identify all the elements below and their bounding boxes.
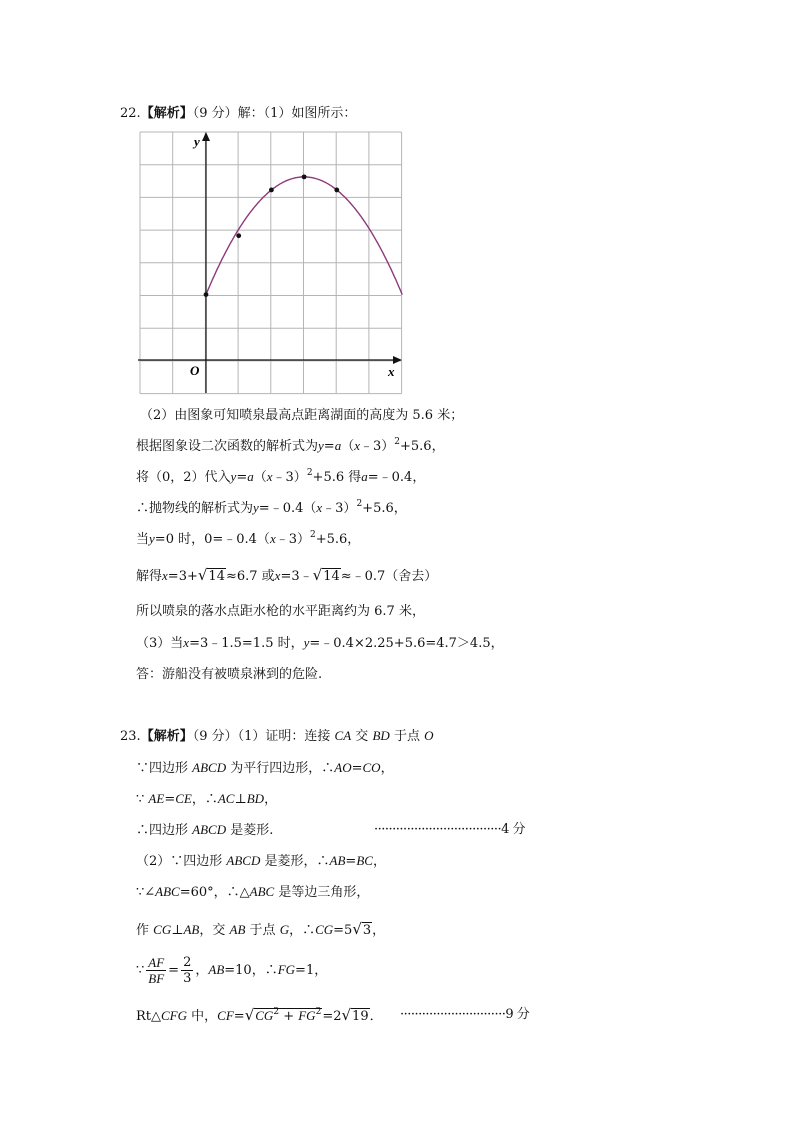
t: =3﹣: [280, 569, 313, 584]
t: ，: [380, 761, 394, 776]
q22-p2-line2: [136, 437, 445, 457]
t: （: [341, 439, 355, 454]
y-axis-label: y: [194, 134, 200, 149]
numerator: 2: [183, 955, 192, 970]
t: ∵: [136, 963, 145, 978]
seg: CG: [153, 922, 172, 937]
q22-p2-line7: 所以喷泉的落水点距水枪的水平距离约为 6.7 米，: [136, 604, 425, 619]
x-axis-arrow: [393, 356, 402, 364]
q23-number: 23.: [120, 729, 141, 744]
origin-label: O: [190, 363, 200, 378]
exp: 2: [394, 437, 401, 447]
t: ﹣3）: [272, 470, 307, 485]
t: 于点: [249, 923, 276, 938]
seg: BC: [356, 853, 373, 868]
t: ∵: [136, 792, 145, 807]
point: O: [424, 728, 434, 743]
x-axis-label: x: [388, 364, 395, 379]
q23-score-9: ·····························9 分: [400, 1007, 530, 1022]
t: =2: [322, 1009, 342, 1024]
sqrt-14: √14: [197, 566, 225, 584]
seg: AB: [229, 922, 246, 937]
var-a: a: [247, 469, 254, 484]
t: ，交: [199, 923, 226, 938]
t: =3﹣1.5=1.5 时，: [189, 636, 304, 651]
y-axis-arrow: [202, 132, 210, 141]
t: （1）证明：连接: [237, 729, 331, 744]
t: 根据图象设二次函数的解析式为: [136, 439, 319, 454]
exp: 2: [315, 1007, 322, 1017]
var-x: x: [269, 531, 276, 546]
t: =5: [333, 923, 353, 938]
parabola-curve: [206, 177, 402, 295]
q22-p3-line1: [136, 634, 504, 653]
curve-point: [269, 188, 274, 193]
t: 是菱形，∴: [264, 854, 330, 869]
q23-header: [120, 727, 433, 746]
q22-p2-line3: [136, 468, 425, 488]
seg: FG: [298, 1008, 316, 1023]
exp: 2: [306, 468, 313, 478]
q23-line6: [136, 883, 369, 902]
var-y: y: [230, 469, 237, 484]
t: 交: [355, 729, 369, 744]
denominator: 3: [183, 971, 192, 986]
angle: ABC: [155, 884, 180, 899]
t: =﹣0.4（: [258, 501, 317, 516]
t: ．: [369, 1009, 383, 1024]
triangle: ABC: [249, 884, 275, 899]
seg: AC: [217, 791, 235, 806]
var-a: a: [334, 438, 342, 453]
t: ⊥: [171, 923, 184, 938]
t: （2）∵四边形: [136, 854, 223, 869]
q22-parabola-graph: [130, 128, 430, 398]
numerator: AF: [148, 955, 165, 970]
var-a: a: [361, 469, 368, 484]
t: ∵四边形: [136, 761, 189, 776]
t: ，: [372, 923, 386, 938]
triangle: CFG: [161, 1008, 188, 1023]
seg: FG: [277, 962, 296, 977]
t: +5.6，: [400, 439, 445, 454]
t: ，: [264, 792, 278, 807]
grid: [140, 132, 402, 394]
shape: ABCD: [192, 822, 227, 837]
t: =: [168, 963, 180, 978]
t: =: [164, 792, 176, 807]
t: 于点: [393, 729, 420, 744]
seg: CO: [362, 760, 381, 775]
t: ，∴: [289, 923, 316, 938]
exp: 2: [310, 530, 316, 540]
t: =: [345, 854, 357, 869]
t: 中，: [191, 1009, 218, 1024]
t: ﹣3）: [360, 439, 395, 454]
t: （3）当: [136, 636, 184, 651]
seg: CE: [175, 791, 192, 806]
t: =: [323, 439, 335, 454]
seg: CA: [334, 728, 352, 743]
var-y: y: [303, 635, 310, 650]
t: ∴抛物线的解析式为: [136, 501, 254, 516]
t: 是菱形.: [230, 823, 274, 838]
t: =10，∴: [224, 963, 278, 978]
t: =1，: [295, 963, 328, 978]
q23-line2: [136, 759, 394, 778]
var-y: y: [149, 531, 155, 546]
q23-line4: [136, 821, 273, 840]
sqrt-3: √3: [352, 920, 372, 938]
seg: BD: [372, 728, 390, 743]
t: =: [351, 761, 363, 776]
q22-intro: 解：（1）如图所示：: [237, 106, 357, 121]
sqrt-19: √19: [341, 1006, 369, 1024]
q23-tag: 【解析】: [140, 729, 193, 744]
var-y: y: [318, 438, 324, 453]
t: ≈﹣0.7（舍去）: [340, 569, 438, 584]
q22-p2-line5: [136, 530, 360, 550]
t: ∴四边形: [136, 823, 189, 838]
t: ⊥: [234, 792, 247, 807]
t: ，: [195, 963, 209, 978]
t: ，: [372, 854, 386, 869]
var-x: x: [183, 635, 190, 650]
var-x: x: [274, 568, 281, 583]
q23-line3: [136, 790, 277, 809]
seg: CG: [315, 922, 334, 937]
q23-points: （9 分）: [192, 729, 238, 744]
t: ，∴: [191, 792, 218, 807]
seg: AE: [148, 791, 165, 806]
t: +5.6，: [315, 532, 361, 547]
exp: 2: [273, 1007, 280, 1017]
t: 当: [136, 532, 150, 547]
fraction-2-3: [181, 955, 193, 986]
point: G: [279, 922, 290, 937]
q23-line7: [136, 920, 385, 940]
t: =: [236, 470, 248, 485]
seg: AO: [334, 760, 352, 775]
t: 为平行四边形，∴: [230, 761, 335, 776]
t: 将（0，2）代入: [136, 470, 231, 485]
t: 解得: [136, 569, 163, 584]
t: ≈6.7 或: [225, 569, 275, 584]
radicand: 14: [208, 569, 225, 584]
q22-points: （9 分）: [192, 106, 238, 121]
curve-point: [302, 174, 307, 179]
seg: CG: [255, 1008, 274, 1023]
curve-point: [204, 292, 209, 297]
t: =3+: [167, 569, 198, 584]
var-x: x: [354, 438, 360, 453]
t: =﹣0.4，: [367, 470, 426, 485]
t: ﹣3）: [275, 532, 310, 547]
sqrt-14: √14: [312, 566, 340, 584]
shape: ABCD: [226, 853, 261, 868]
q22-p3-line2: 答：游船没有被喷泉淋到的危险.: [136, 667, 323, 682]
shape: ABCD: [192, 760, 227, 775]
q23-line9: [136, 1006, 383, 1027]
q22-p2-line4: [136, 499, 407, 519]
sqrt-cg2-fg2: $√CG^2 + FG^2$: [244, 1006, 322, 1024]
seg: BD: [246, 791, 265, 806]
q22-tag: 【解析】: [140, 106, 193, 121]
q23-line5: [136, 852, 386, 871]
var-x: x: [316, 500, 323, 515]
radicand: 3: [362, 923, 372, 938]
seg: AB: [208, 962, 225, 977]
q22-number: 22.: [120, 106, 141, 121]
radicand: [254, 1008, 322, 1024]
t: =﹣0.4×2.25+5.6=4.7＞4.5，: [309, 636, 504, 651]
t: ∵∠: [136, 885, 156, 900]
t: （: [253, 470, 267, 485]
radicand: 14: [323, 569, 340, 584]
var-x: x: [266, 469, 273, 484]
t: +5.6 得: [312, 470, 362, 485]
plus: +: [279, 1009, 299, 1024]
q23-line8: [136, 952, 327, 988]
t: =60°，∴△: [179, 885, 250, 900]
q22-header: [120, 105, 356, 123]
seg: AB: [329, 853, 346, 868]
fraction-af-bf: [146, 955, 166, 986]
t: +5.6，: [362, 501, 407, 516]
q22-p2-line6: [136, 566, 437, 586]
curve-point: [236, 233, 241, 238]
var-x: x: [162, 568, 168, 583]
t: ﹣3）: [322, 501, 357, 516]
t: =: [233, 1009, 245, 1024]
seg: CF: [217, 1008, 234, 1023]
t: 是等边三角形，: [278, 885, 370, 900]
radicand: 19: [352, 1009, 369, 1024]
t: Rt△: [136, 1009, 162, 1024]
t: 作: [136, 923, 150, 938]
denominator: BF: [148, 971, 165, 986]
curve-point: [334, 188, 339, 193]
q23-score-4: ···································4 分: [374, 822, 526, 837]
q22-p2-line1: （2）由图象可知喷泉最高点距离湖面的高度为 5.6 米；: [140, 408, 464, 423]
exp: 2: [356, 499, 363, 509]
seg: AB: [183, 922, 200, 937]
curve-points: [204, 174, 340, 297]
t: =0 时，0=﹣0.4（: [154, 532, 270, 547]
var-y: y: [253, 500, 259, 515]
